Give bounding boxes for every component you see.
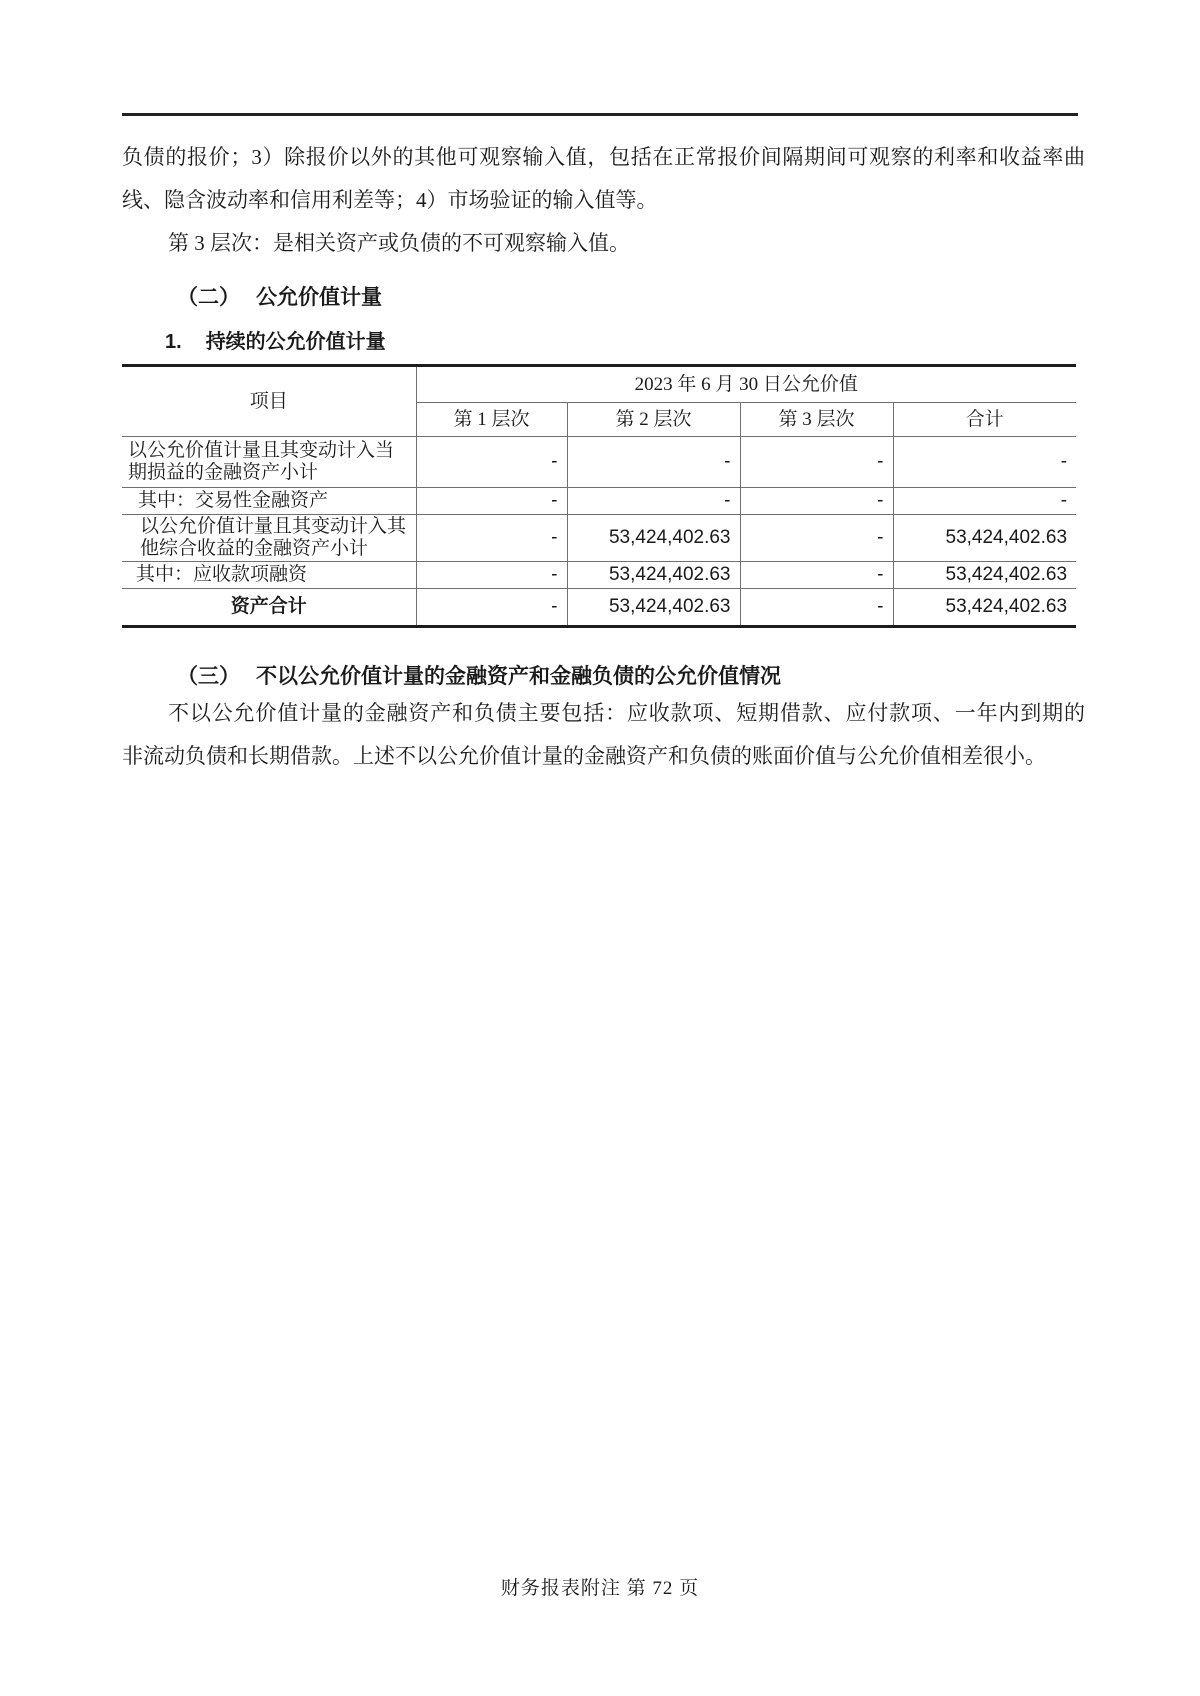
value-total: - — [893, 488, 1076, 515]
col-header-level-3: 第 3 层次 — [740, 403, 893, 437]
value-level-1: - — [416, 562, 567, 589]
value-level-2: - — [567, 437, 740, 488]
section-3-number: （三） — [177, 665, 240, 688]
col-header-total: 合计 — [893, 403, 1076, 437]
value-level-1: - — [416, 515, 567, 562]
value-level-2: 53,424,402.63 — [567, 562, 740, 589]
section-2-heading — [177, 281, 382, 311]
table-row — [122, 437, 1076, 488]
subsection-1-heading — [165, 325, 386, 354]
section-2-title: 公允价值计量 — [256, 286, 382, 309]
value-total: - — [893, 437, 1076, 488]
total-row-label: 资产合计 — [122, 589, 416, 627]
value-level-3: - — [740, 589, 893, 627]
subsection-1-title: 持续的公允价值计量 — [205, 331, 386, 353]
col-header-level-2: 第 2 层次 — [567, 403, 740, 437]
section-3-line-1: 不以公允价值计量的金融资产和负债主要包括：应收款项、短期借款、应付款项、一年内到期的 — [168, 701, 1085, 725]
table-header-row-1 — [122, 366, 1076, 403]
value-level-2: 53,424,402.63 — [567, 515, 740, 562]
value-total: 53,424,402.63 — [893, 589, 1076, 627]
table-row — [122, 488, 1076, 515]
value-level-3: - — [740, 515, 893, 562]
value-total: 53,424,402.63 — [893, 515, 1076, 562]
subsection-1-number: 1. — [165, 331, 182, 353]
intro-paragraph — [122, 136, 1085, 265]
row-label: 其中：交易性金融资产 — [122, 488, 416, 515]
section-3-title: 不以公允价值计量的金融资产和金融负债的公允价值情况 — [256, 665, 781, 688]
section-3-heading — [177, 660, 781, 690]
col-header-item: 项目 — [122, 366, 416, 437]
section-3-paragraph — [122, 692, 1085, 778]
value-level-1: - — [416, 488, 567, 515]
fair-value-table — [122, 364, 1076, 628]
value-level-1: - — [416, 589, 567, 627]
col-header-group: 2023 年 6 月 30 日公允价值 — [416, 366, 1076, 403]
value-level-1: - — [416, 437, 567, 488]
table-row — [122, 515, 1076, 562]
header-rule — [122, 113, 1078, 116]
section-3-line-2: 非流动负债和长期借款。上述不以公允价值计量的金融资产和负债的账面价值与公允价值相差很小。 — [122, 744, 1046, 768]
col-header-level-1: 第 1 层次 — [416, 403, 567, 437]
value-level-3: - — [740, 488, 893, 515]
row-label: 其中：应收款项融资 — [122, 562, 416, 589]
table-row — [122, 562, 1076, 589]
section-2-number: （二） — [177, 286, 240, 309]
table-total-row — [122, 589, 1076, 627]
intro-line-3: 第 3 层次：是相关资产或负债的不可观察输入值。 — [168, 231, 630, 255]
value-total: 53,424,402.63 — [893, 562, 1076, 589]
page-footer: 财务报表附注 第 72 页 — [500, 1578, 700, 1599]
intro-line-2: 线、隐含波动率和信用利差等；4）市场验证的输入值等。 — [122, 188, 658, 212]
row-label: 以公允价值计量且其变动计入其他综合收益的金融资产小计 — [122, 515, 416, 562]
value-level-2: - — [567, 488, 740, 515]
intro-line-1: 负债的报价；3）除报价以外的其他可观察输入值，包括在正常报价间隔期间可观察的利率和收益率曲 — [122, 145, 1085, 169]
row-label: 以公允价值计量且其变动计入当期损益的金融资产小计 — [122, 437, 416, 488]
value-level-2: 53,424,402.63 — [567, 589, 740, 627]
value-level-3: - — [740, 437, 893, 488]
value-level-3: - — [740, 562, 893, 589]
